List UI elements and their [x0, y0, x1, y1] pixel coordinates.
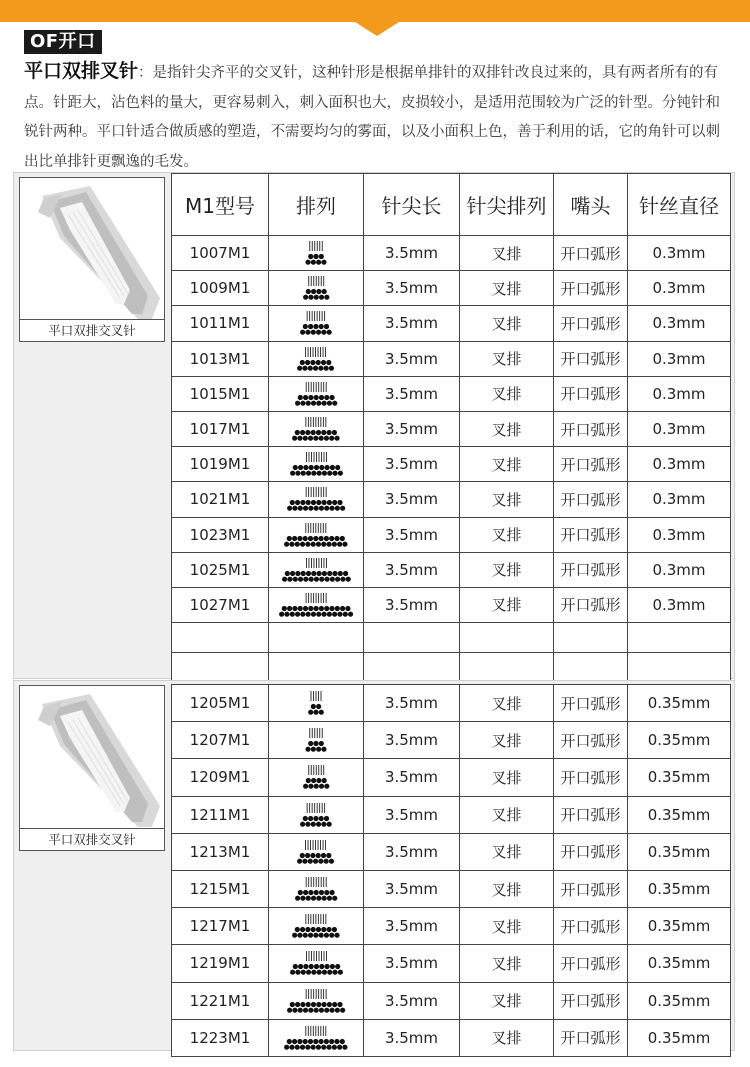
product-photo-card	[19, 177, 165, 342]
arrangement-cell	[269, 271, 364, 306]
diameter-cell: 0.3mm	[628, 552, 731, 587]
needle-arrangement-icon	[281, 1025, 351, 1051]
model-cell: 1213M1	[172, 833, 269, 870]
diameter-cell: 0.3mm	[628, 517, 731, 552]
arrangement-cell	[269, 411, 364, 446]
tip-arrangement-cell: 叉排	[460, 722, 554, 759]
empty-row	[172, 623, 731, 653]
needle-arrangement-icon	[289, 416, 343, 442]
needle-arrangement-icon	[297, 310, 335, 336]
tip-arrangement-cell: 叉排	[460, 271, 554, 306]
needle-arrangement-icon	[301, 240, 331, 266]
table-row	[172, 908, 731, 945]
tip-arrangement-cell: 叉排	[460, 482, 554, 517]
diameter-cell: 0.3mm	[628, 236, 731, 271]
model-cell: 1015M1	[172, 376, 269, 411]
table-row	[172, 306, 731, 341]
spec-section-035	[13, 680, 735, 1051]
tip-length-cell: 3.5mm	[364, 796, 460, 833]
table-row	[172, 870, 731, 907]
tip-arrangement-cell: 叉排	[460, 552, 554, 587]
diameter-cell: 0.3mm	[628, 271, 731, 306]
diameter-cell: 0.35mm	[628, 759, 731, 796]
table-row	[172, 722, 731, 759]
model-cell: 1205M1	[172, 685, 269, 722]
model-cell: 1209M1	[172, 759, 269, 796]
tip-arrangement-cell: 叉排	[460, 1019, 554, 1056]
header-arrangement: 排列	[269, 174, 364, 236]
intro-text: ：是指针尖齐平的交叉针，这种针形是根据单排针的双排针改良过来的，具有两者所有的有点。针距大，沾色料的量大，更容易刺入，刺入面积也大，皮损较小，是适用范围较为广泛的针型。分钝针和锐针两种。平口针适合做质感的塑造，不需要均匀的雾面，以及小面积上色，善于利用的话，它的角针可以刺出比单排针更飘逸的毛发。	[24, 65, 720, 170]
arrangement-cell	[269, 982, 364, 1019]
tip-arrangement-cell: 叉排	[460, 982, 554, 1019]
model-cell: 1217M1	[172, 908, 269, 945]
arrangement-cell	[269, 870, 364, 907]
table-row	[172, 982, 731, 1019]
mouth-cell: 开口弧形	[554, 306, 628, 341]
tip-length-cell: 3.5mm	[364, 306, 460, 341]
mouth-cell: 开口弧形	[554, 908, 628, 945]
tip-length-cell: 3.5mm	[364, 722, 460, 759]
arrangement-cell	[269, 587, 364, 622]
tip-arrangement-cell: 叉排	[460, 908, 554, 945]
needle-arrangement-icon	[284, 988, 348, 1014]
diameter-cell: 0.35mm	[628, 982, 731, 1019]
diameter-cell: 0.3mm	[628, 341, 731, 376]
category-badge: OF开口	[24, 30, 102, 54]
diameter-cell: 0.35mm	[628, 722, 731, 759]
cartridge-drawing	[20, 686, 164, 827]
diameter-cell: 0.35mm	[628, 870, 731, 907]
tip-length-cell: 3.5mm	[364, 945, 460, 982]
intro-paragraph	[24, 57, 724, 177]
tip-length-cell: 3.5mm	[364, 908, 460, 945]
mouth-cell: 开口弧形	[554, 271, 628, 306]
arrangement-cell	[269, 306, 364, 341]
spec-section-03	[13, 172, 735, 679]
photo-caption: 平口双排交叉针	[20, 319, 164, 341]
arrangement-cell	[269, 945, 364, 982]
tip-arrangement-cell: 叉排	[460, 447, 554, 482]
mouth-cell: 开口弧形	[554, 447, 628, 482]
needle-arrangement-icon	[292, 381, 340, 407]
table-row	[172, 685, 731, 722]
mouth-cell: 开口弧形	[554, 796, 628, 833]
header-tip-arrangement: 针尖排列	[460, 174, 554, 236]
needle-arrangement-icon	[289, 913, 343, 939]
diameter-cell: 0.35mm	[628, 685, 731, 722]
needle-arrangement-icon	[301, 690, 331, 716]
model-cell: 1011M1	[172, 306, 269, 341]
table-row	[172, 833, 731, 870]
table-row	[172, 411, 731, 446]
needle-arrangement-icon	[300, 275, 333, 301]
mouth-cell: 开口弧形	[554, 870, 628, 907]
table-row	[172, 376, 731, 411]
table-row	[172, 796, 731, 833]
diameter-cell: 0.3mm	[628, 587, 731, 622]
mouth-cell: 开口弧形	[554, 411, 628, 446]
tip-length-cell: 3.5mm	[364, 1019, 460, 1056]
arrangement-cell	[269, 447, 364, 482]
spec-table	[171, 173, 731, 683]
tip-length-cell: 3.5mm	[364, 236, 460, 271]
arrangement-cell	[269, 341, 364, 376]
needle-arrangement-icon	[287, 950, 346, 976]
top-accent-bar	[0, 0, 750, 22]
photo-caption: 平口双排交叉针	[20, 828, 164, 850]
model-cell: 1215M1	[172, 870, 269, 907]
model-cell: 1219M1	[172, 945, 269, 982]
needle-arrangement-icon	[301, 727, 331, 753]
mouth-cell: 开口弧形	[554, 982, 628, 1019]
table-row	[172, 759, 731, 796]
table-row	[172, 1019, 731, 1056]
spec-table	[171, 684, 731, 1057]
mouth-cell: 开口弧形	[554, 482, 628, 517]
mouth-cell: 开口弧形	[554, 341, 628, 376]
diameter-cell: 0.35mm	[628, 833, 731, 870]
header-diameter: 针丝直径	[628, 174, 731, 236]
tip-length-cell: 3.5mm	[364, 685, 460, 722]
mouth-cell: 开口弧形	[554, 945, 628, 982]
diameter-cell: 0.35mm	[628, 945, 731, 982]
diameter-cell: 0.35mm	[628, 1019, 731, 1056]
needle-arrangement-icon	[300, 764, 333, 790]
tip-length-cell: 3.5mm	[364, 411, 460, 446]
mouth-cell: 开口弧形	[554, 722, 628, 759]
needle-arrangement-icon	[276, 592, 356, 618]
mouth-cell: 开口弧形	[554, 517, 628, 552]
diameter-cell: 0.3mm	[628, 447, 731, 482]
tip-length-cell: 3.5mm	[364, 587, 460, 622]
model-cell: 1223M1	[172, 1019, 269, 1056]
tip-length-cell: 3.5mm	[364, 833, 460, 870]
mouth-cell: 开口弧形	[554, 1019, 628, 1056]
model-cell: 1211M1	[172, 796, 269, 833]
model-cell: 1025M1	[172, 552, 269, 587]
model-cell: 1027M1	[172, 587, 269, 622]
arrangement-cell	[269, 236, 364, 271]
arrangement-cell	[269, 796, 364, 833]
model-cell: 1013M1	[172, 341, 269, 376]
tip-arrangement-cell: 叉排	[460, 870, 554, 907]
needle-cartridge-image	[20, 686, 164, 827]
table-row	[172, 517, 731, 552]
needle-arrangement-icon	[287, 451, 346, 477]
arrangement-cell	[269, 833, 364, 870]
needle-arrangement-icon	[294, 839, 337, 865]
model-cell: 1221M1	[172, 982, 269, 1019]
needle-arrangement-icon	[294, 346, 337, 372]
tip-length-cell: 3.5mm	[364, 482, 460, 517]
tip-arrangement-cell: 叉排	[460, 376, 554, 411]
needle-arrangement-icon	[292, 876, 340, 902]
tip-length-cell: 3.5mm	[364, 376, 460, 411]
needle-arrangement-icon	[281, 522, 351, 548]
diameter-cell: 0.3mm	[628, 306, 731, 341]
intro-title: 平口双排叉针	[24, 60, 139, 82]
header-tip-length: 针尖长	[364, 174, 460, 236]
needle-cartridge-image	[20, 178, 164, 319]
model-cell: 1009M1	[172, 271, 269, 306]
tip-length-cell: 3.5mm	[364, 759, 460, 796]
cartridge-drawing	[20, 178, 164, 319]
diameter-cell: 0.3mm	[628, 411, 731, 446]
diameter-cell: 0.35mm	[628, 796, 731, 833]
tip-length-cell: 3.5mm	[364, 517, 460, 552]
table-row	[172, 552, 731, 587]
mouth-cell: 开口弧形	[554, 685, 628, 722]
tip-length-cell: 3.5mm	[364, 982, 460, 1019]
model-cell: 1017M1	[172, 411, 269, 446]
table-row	[172, 945, 731, 982]
table-header-row	[172, 174, 731, 236]
table-row	[172, 482, 731, 517]
product-photo-card	[19, 685, 165, 851]
table-row	[172, 271, 731, 306]
tip-length-cell: 3.5mm	[364, 447, 460, 482]
tip-length-cell: 3.5mm	[364, 870, 460, 907]
mouth-cell: 开口弧形	[554, 759, 628, 796]
tip-arrangement-cell: 叉排	[460, 796, 554, 833]
needle-arrangement-icon	[297, 802, 335, 828]
tip-arrangement-cell: 叉排	[460, 685, 554, 722]
arrangement-cell	[269, 552, 364, 587]
model-cell: 1019M1	[172, 447, 269, 482]
model-cell: 1007M1	[172, 236, 269, 271]
model-cell: 1021M1	[172, 482, 269, 517]
tip-length-cell: 3.5mm	[364, 271, 460, 306]
tip-length-cell: 3.5mm	[364, 341, 460, 376]
tip-length-cell: 3.5mm	[364, 552, 460, 587]
empty-row	[172, 653, 731, 683]
model-cell: 1207M1	[172, 722, 269, 759]
mouth-cell: 开口弧形	[554, 833, 628, 870]
tip-arrangement-cell: 叉排	[460, 306, 554, 341]
diameter-cell: 0.3mm	[628, 482, 731, 517]
top-notch-arrow	[355, 22, 399, 36]
mouth-cell: 开口弧形	[554, 552, 628, 587]
arrangement-cell	[269, 722, 364, 759]
tip-arrangement-cell: 叉排	[460, 945, 554, 982]
arrangement-cell	[269, 1019, 364, 1056]
tip-arrangement-cell: 叉排	[460, 341, 554, 376]
tip-arrangement-cell: 叉排	[460, 833, 554, 870]
diameter-cell: 0.35mm	[628, 908, 731, 945]
table-row	[172, 341, 731, 376]
arrangement-cell	[269, 376, 364, 411]
tip-arrangement-cell: 叉排	[460, 587, 554, 622]
tip-arrangement-cell: 叉排	[460, 517, 554, 552]
mouth-cell: 开口弧形	[554, 236, 628, 271]
needle-arrangement-icon	[284, 486, 348, 512]
table-row	[172, 447, 731, 482]
arrangement-cell	[269, 482, 364, 517]
needle-arrangement-icon	[279, 557, 354, 583]
tip-arrangement-cell: 叉排	[460, 411, 554, 446]
arrangement-cell	[269, 759, 364, 796]
mouth-cell: 开口弧形	[554, 376, 628, 411]
header-mouth: 嘴头	[554, 174, 628, 236]
model-cell: 1023M1	[172, 517, 269, 552]
mouth-cell: 开口弧形	[554, 587, 628, 622]
table-row	[172, 587, 731, 622]
tip-arrangement-cell: 叉排	[460, 759, 554, 796]
header-model: M1型号	[172, 174, 269, 236]
diameter-cell: 0.3mm	[628, 376, 731, 411]
table-row	[172, 236, 731, 271]
tip-arrangement-cell: 叉排	[460, 236, 554, 271]
arrangement-cell	[269, 517, 364, 552]
arrangement-cell	[269, 908, 364, 945]
arrangement-cell	[269, 685, 364, 722]
